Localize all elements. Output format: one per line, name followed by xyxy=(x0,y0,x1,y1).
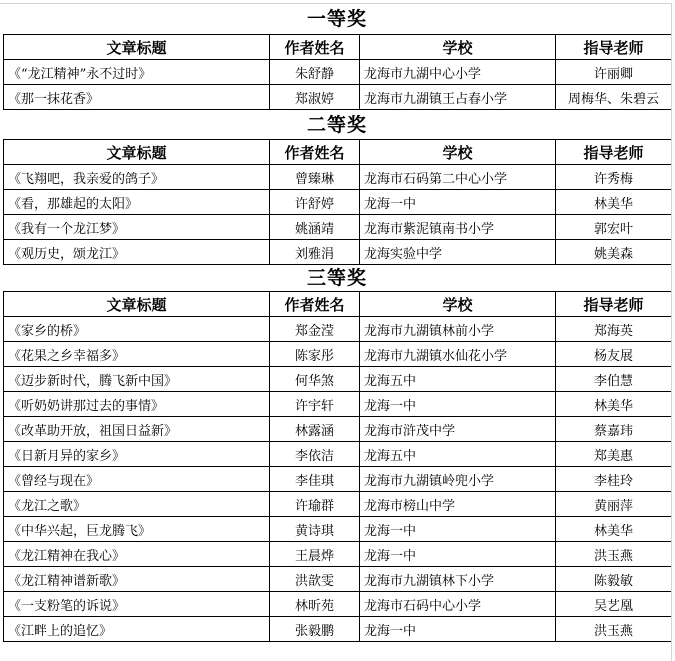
table-row xyxy=(4,417,672,442)
cell-school[interactable]: 龙海市石码第二中心小学 xyxy=(360,165,556,190)
cell-author[interactable]: 林昕苑 xyxy=(270,592,360,617)
table-header-row xyxy=(4,35,672,60)
cell-title[interactable]: 《一支粉笔的诉说》 xyxy=(4,592,270,617)
cell-teacher[interactable]: 蔡嘉玮 xyxy=(556,417,672,442)
cell-title[interactable]: 《曾经与现在》 xyxy=(4,467,270,492)
cell-title[interactable]: 《那一抹花香》 xyxy=(4,85,270,110)
sheet-right-gridline xyxy=(671,3,675,661)
sheet-top-grid xyxy=(0,0,675,4)
cell-author[interactable]: 许舒婷 xyxy=(270,190,360,215)
table-row xyxy=(4,190,672,215)
cell-author[interactable]: 洪歆雯 xyxy=(270,567,360,592)
cell-author[interactable]: 朱舒静 xyxy=(270,60,360,85)
cell-title[interactable]: 《我有一个龙江梦》 xyxy=(4,215,270,240)
cell-school[interactable]: 龙海市九湖镇林前小学 xyxy=(360,317,556,342)
cell-author[interactable]: 林露涵 xyxy=(270,417,360,442)
cell-teacher[interactable]: 郭宏叶 xyxy=(556,215,672,240)
cell-author[interactable]: 陈家彤 xyxy=(270,342,360,367)
table-header-row xyxy=(4,292,672,317)
cell-author[interactable]: 何华煞 xyxy=(270,367,360,392)
cell-teacher[interactable]: 吴艺凰 xyxy=(556,592,672,617)
header-teacher: 指导老师 xyxy=(556,140,672,165)
table-row xyxy=(4,467,672,492)
cell-school[interactable]: 龙海实验中学 xyxy=(360,240,556,265)
header-school: 学校 xyxy=(360,35,556,60)
cell-author[interactable]: 李依洁 xyxy=(270,442,360,467)
cell-title[interactable]: 《龙江精神谱新歌》 xyxy=(4,567,270,592)
cell-teacher[interactable]: 林美华 xyxy=(556,392,672,417)
cell-teacher[interactable]: 洪玉燕 xyxy=(556,542,672,567)
cell-author[interactable]: 许瑜群 xyxy=(270,492,360,517)
table-header-row xyxy=(4,140,672,165)
cell-teacher[interactable]: 陈毅敏 xyxy=(556,567,672,592)
cell-school[interactable]: 龙海一中 xyxy=(360,617,556,642)
cell-teacher[interactable]: 杨友展 xyxy=(556,342,672,367)
section-title-first-prize: 一等奖 xyxy=(306,8,367,30)
cell-title[interactable]: 《日新月异的家乡》 xyxy=(4,442,270,467)
cell-title[interactable]: 《家乡的桥》 xyxy=(4,317,270,342)
cell-author[interactable]: 许宇轩 xyxy=(270,392,360,417)
table-row xyxy=(4,592,672,617)
cell-teacher[interactable]: 洪玉燕 xyxy=(556,617,672,642)
cell-author[interactable]: 黄诗琪 xyxy=(270,517,360,542)
cell-author[interactable]: 姚涵靖 xyxy=(270,215,360,240)
cell-title[interactable]: 《改革助开放，祖国日益新》 xyxy=(4,417,270,442)
header-school: 学校 xyxy=(360,140,556,165)
header-teacher: 指导老师 xyxy=(556,292,672,317)
section-title-third-prize: 三等奖 xyxy=(306,267,367,289)
header-author: 作者姓名 xyxy=(270,35,360,60)
cell-title[interactable]: 《观历史，颂龙江》 xyxy=(4,240,270,265)
cell-title[interactable]: 《飞翔吧，我亲爱的鸽子》 xyxy=(4,165,270,190)
table-row xyxy=(4,165,672,190)
header-school: 学校 xyxy=(360,292,556,317)
cell-school[interactable]: 龙海市紫泥镇南书小学 xyxy=(360,215,556,240)
cell-teacher[interactable]: 林美华 xyxy=(556,190,672,215)
cell-teacher[interactable]: 许秀梅 xyxy=(556,165,672,190)
cell-school[interactable]: 龙海五中 xyxy=(360,442,556,467)
cell-school[interactable]: 龙海市九湖镇林下小学 xyxy=(360,567,556,592)
cell-school[interactable]: 龙海市九湖镇王占春小学 xyxy=(360,85,556,110)
cell-author[interactable]: 王晨烨 xyxy=(270,542,360,567)
table-row xyxy=(4,317,672,342)
table-row xyxy=(4,492,672,517)
cell-teacher[interactable]: 郑海英 xyxy=(556,317,672,342)
table-row xyxy=(4,542,672,567)
cell-teacher[interactable]: 林美华 xyxy=(556,517,672,542)
cell-school[interactable]: 龙海一中 xyxy=(360,542,556,567)
table-row xyxy=(4,367,672,392)
cell-author[interactable]: 郑金滢 xyxy=(270,317,360,342)
cell-school[interactable]: 龙海市九湖镇岭兜小学 xyxy=(360,467,556,492)
section-title-second-prize: 二等奖 xyxy=(306,114,367,136)
table-row xyxy=(4,517,672,542)
cell-school[interactable]: 龙海市榜山中学 xyxy=(360,492,556,517)
header-title: 文章标题 xyxy=(4,292,270,317)
header-teacher: 指导老师 xyxy=(556,35,672,60)
table-row xyxy=(4,240,672,265)
cell-author[interactable]: 曾臻琳 xyxy=(270,165,360,190)
cell-author[interactable]: 刘雅涓 xyxy=(270,240,360,265)
table-row xyxy=(4,617,672,642)
cell-author[interactable]: 李佳琪 xyxy=(270,467,360,492)
table-row xyxy=(4,60,672,85)
header-title: 文章标题 xyxy=(4,35,270,60)
cell-title[interactable]: 《龙江精神在我心》 xyxy=(4,542,270,567)
cell-teacher[interactable]: 李桂玲 xyxy=(556,467,672,492)
cell-school[interactable]: 龙海一中 xyxy=(360,517,556,542)
cell-title[interactable]: 《龙江之歌》 xyxy=(4,492,270,517)
table-row xyxy=(4,215,672,240)
cell-teacher[interactable]: 黄丽萍 xyxy=(556,492,672,517)
cell-title[interactable]: 《中华兴起，巨龙腾飞》 xyxy=(4,517,270,542)
cell-title[interactable]: 《花果之乡幸福多》 xyxy=(4,342,270,367)
table-row xyxy=(4,85,672,110)
cell-school[interactable]: 龙海市九湖镇水仙花小学 xyxy=(360,342,556,367)
cell-title[interactable]: 《听奶奶讲那过去的事情》 xyxy=(4,392,270,417)
cell-school[interactable]: 龙海五中 xyxy=(360,367,556,392)
header-author: 作者姓名 xyxy=(270,140,360,165)
header-author: 作者姓名 xyxy=(270,292,360,317)
cell-teacher[interactable]: 许丽卿 xyxy=(556,60,672,85)
cell-title[interactable]: 《迈步新时代，腾飞新中国》 xyxy=(4,367,270,392)
cell-school[interactable]: 龙海市浒茂中学 xyxy=(360,417,556,442)
cell-title[interactable]: 《“龙江精神”永不过时》 xyxy=(4,60,270,85)
table-row xyxy=(4,442,672,467)
cell-teacher[interactable]: 姚美森 xyxy=(556,240,672,265)
table-row xyxy=(4,342,672,367)
cell-school[interactable]: 龙海一中 xyxy=(360,392,556,417)
cell-school[interactable]: 龙海市石码中心小学 xyxy=(360,592,556,617)
first-prize-table xyxy=(3,34,672,110)
cell-teacher[interactable]: 周梅华、朱碧云 xyxy=(556,85,672,110)
cell-author[interactable]: 郑淑婷 xyxy=(270,85,360,110)
cell-teacher[interactable]: 郑美惠 xyxy=(556,442,672,467)
cell-author[interactable]: 张毅鹏 xyxy=(270,617,360,642)
cell-school[interactable]: 龙海一中 xyxy=(360,190,556,215)
cell-title[interactable]: 《看，那雄起的太阳》 xyxy=(4,190,270,215)
cell-title[interactable]: 《江畔上的追忆》 xyxy=(4,617,270,642)
third-prize-table xyxy=(3,291,672,642)
table-row xyxy=(4,567,672,592)
table-row xyxy=(4,392,672,417)
second-prize-table xyxy=(3,139,672,265)
header-title: 文章标题 xyxy=(4,140,270,165)
cell-teacher[interactable]: 李伯慧 xyxy=(556,367,672,392)
cell-school[interactable]: 龙海市九湖中心小学 xyxy=(360,60,556,85)
